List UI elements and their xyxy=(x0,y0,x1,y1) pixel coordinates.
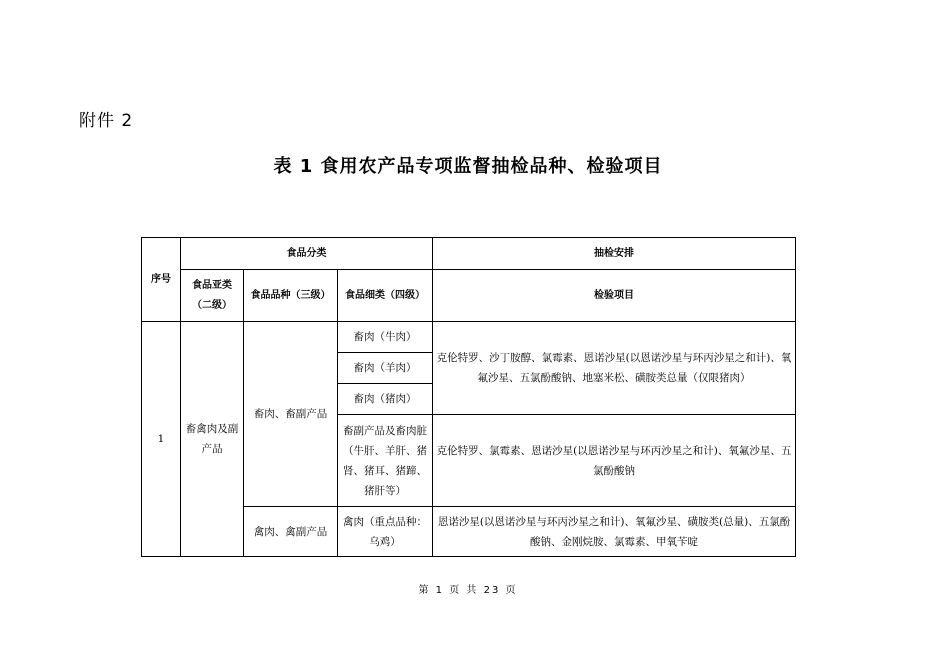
document-title: 表 1 食用农产品专项监督抽检品种、检验项目 xyxy=(273,156,663,177)
row-items-offal: 克伦特罗、氯霉素、恩诺沙星(以恩诺沙星与环丙沙星之和计)、氧氟沙星、五氯酚酸钠 xyxy=(433,415,796,507)
row-variety-livestock: 畜肉、畜副产品 xyxy=(244,322,338,507)
attachment-label: 附件 2 xyxy=(79,111,134,131)
header-detail: 食品细类（四级） xyxy=(338,270,433,322)
inspection-table xyxy=(141,237,796,557)
header-seq: 序号 xyxy=(142,238,181,322)
header-food-category: 食品分类 xyxy=(181,238,433,270)
row-items-meat: 克伦特罗、沙丁胺醇、氯霉素、恩诺沙星(以恩诺沙星与环丙沙星之和计)、氧氟沙星、五氯酚酸钠、地塞米松、磺胺类总量（仅限猪肉） xyxy=(433,322,796,415)
header-subcategory xyxy=(181,270,244,322)
row-subcategory xyxy=(181,322,244,557)
row-detail-beef: 畜肉（牛肉） xyxy=(338,322,433,353)
row-detail-pork: 畜肉（猪肉） xyxy=(338,384,433,415)
row-detail-poultry: 禽肉（重点品种：乌鸡） xyxy=(338,507,433,557)
row-detail-mutton: 畜肉（羊肉） xyxy=(338,353,433,384)
header-test-items: 检验项目 xyxy=(433,270,796,322)
header-variety: 食品品种（三级） xyxy=(244,270,338,322)
row-seq: 1 xyxy=(142,322,181,557)
header-inspection-arrangement: 抽检安排 xyxy=(433,238,796,270)
row-detail-offal: 畜副产品及畜肉脏（牛肝、羊肝、猪肾、猪耳、猪蹄、猪肝等） xyxy=(338,415,433,507)
page-footer: 第 1 页 共 23 页 xyxy=(418,585,518,596)
row-subcategory-text: 畜禽肉及副产品 xyxy=(185,423,239,455)
header-subcategory-text: 食品亚类（二级） xyxy=(192,279,232,311)
row-items-poultry: 恩诺沙星(以恩诺沙星与环丙沙星之和计)、氧氟沙星、磺胺类(总量)、五氯酚酸钠、金刚烷胺、氯霉素、甲氧苄啶 xyxy=(433,507,796,557)
row-variety-poultry: 禽肉、禽副产品 xyxy=(244,507,338,557)
